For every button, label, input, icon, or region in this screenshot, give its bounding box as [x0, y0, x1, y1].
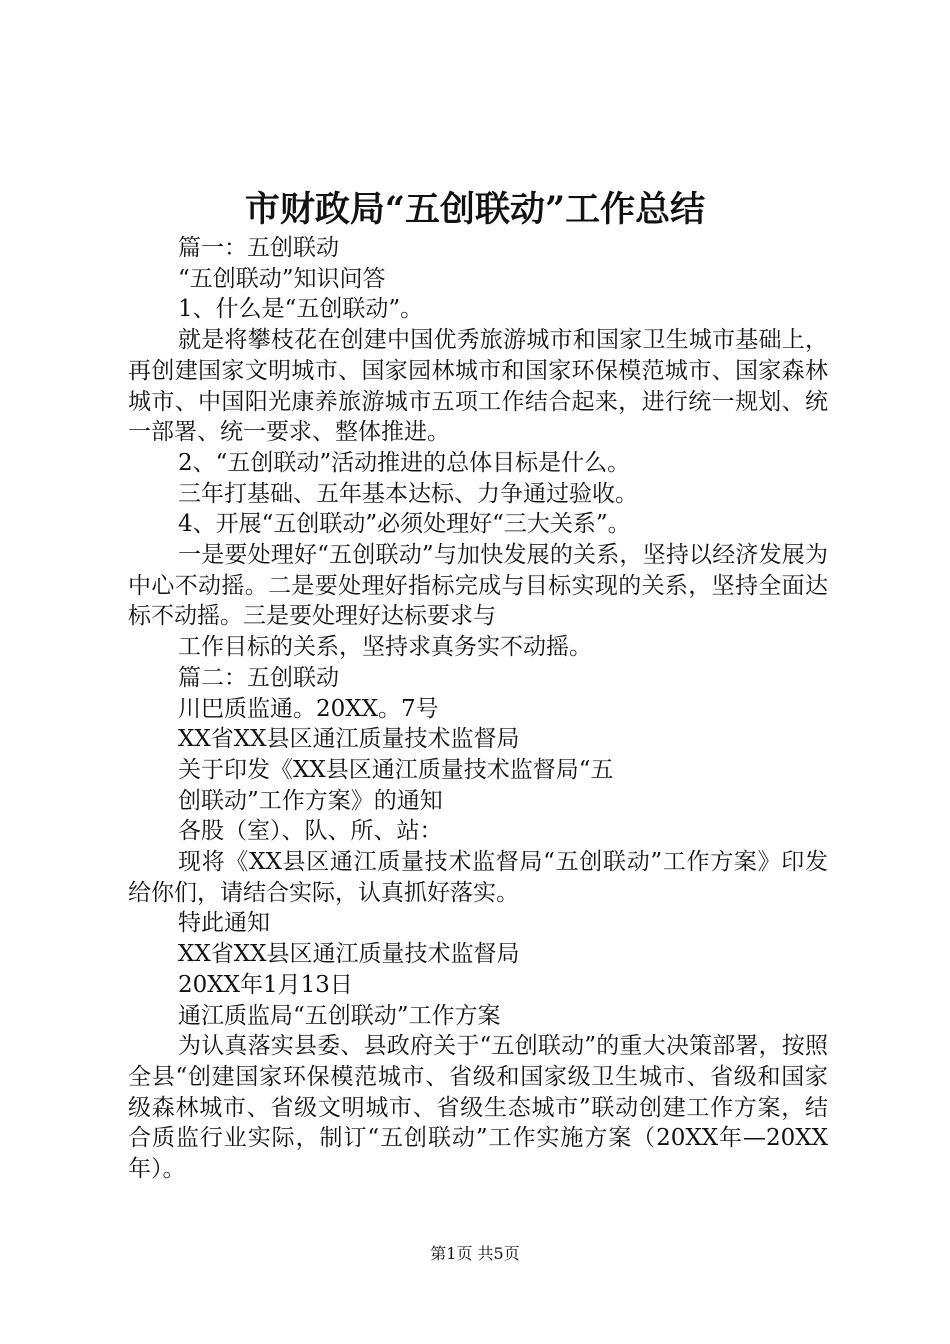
document-title: 市财政局“五创联动”工作总结 — [244, 189, 706, 230]
section-heading: 篇一：五创联动 — [178, 235, 339, 261]
paragraph: 为认真落实县委、县政府关于“五创联动”的重大决策部署，按照全县“创建国家环保模范城市、省级和国家级卫生城市、省级和国家级森林城市、省级文明城市、省级生态城市”联动创建工作方案，结合质监行业实际，制订“五创联动”工作实施方案（20XX年—20XX年）。 — [128, 1033, 828, 1183]
subsection-heading: “五创联动”知识问答 — [178, 265, 386, 292]
issuing-agency: XX省XX县区通江质量技术监督局 — [178, 726, 520, 753]
document-body — [128, 233, 828, 1185]
paragraph-continuation: 工作目标的关系，坚持求真务实不动摇。 — [178, 634, 592, 661]
signature-date: 20XX年1月13日 — [178, 971, 353, 998]
paragraph: 就是将攀枝花在创建中国优秀旅游城市和国家卫生城市基础上，再创建国家文明城市、国家园林城市和国家环保模范城市、国家森林城市、中国阳光康养旅游城市五项工作结合起来，进行统一规划、统一部署、统一要求、整体推进。 — [128, 327, 828, 446]
notice-closing: 特此通知 — [178, 910, 270, 937]
recipients: 各股（室）、队、所、站： — [178, 818, 443, 845]
page-footer: 第1页 共5页 — [430, 1244, 520, 1263]
notice-title-line: 创联动”工作方案》的通知 — [178, 787, 443, 814]
signature-agency: XX省XX县区通江质量技术监督局 — [178, 941, 520, 968]
document-number: 川巴质监通。20XX。7号 — [178, 695, 439, 722]
question: 1、什么是“五创联动”。 — [178, 296, 424, 323]
answer-line: 三年打基础、五年基本达标、力争通过验收。 — [178, 480, 638, 507]
paragraph: 一是要处理好“五创联动”与加快发展的关系，坚持以经济发展为中心不动摇。二是要处理好指标完成与目标实现的关系，坚持全面达标不动摇。三是要处理好达标要求与 — [128, 542, 828, 630]
notice-title-line: 关于印发《XX县区通江质量技术监督局“五 — [178, 756, 614, 783]
question: 2、“五创联动”活动推进的总体目标是什么。 — [178, 449, 631, 476]
paragraph: 现将《XX县区通江质量技术监督局“五创联动”工作方案》印发给你们，请结合实际，认真抓好落实。 — [128, 849, 828, 906]
question: 4、开展“五创联动”必须处理好“三大关系”。 — [178, 511, 631, 538]
section-heading: 篇二：五创联动 — [178, 664, 339, 691]
plan-title: 通江质监局“五创联动”工作方案 — [178, 1002, 501, 1029]
